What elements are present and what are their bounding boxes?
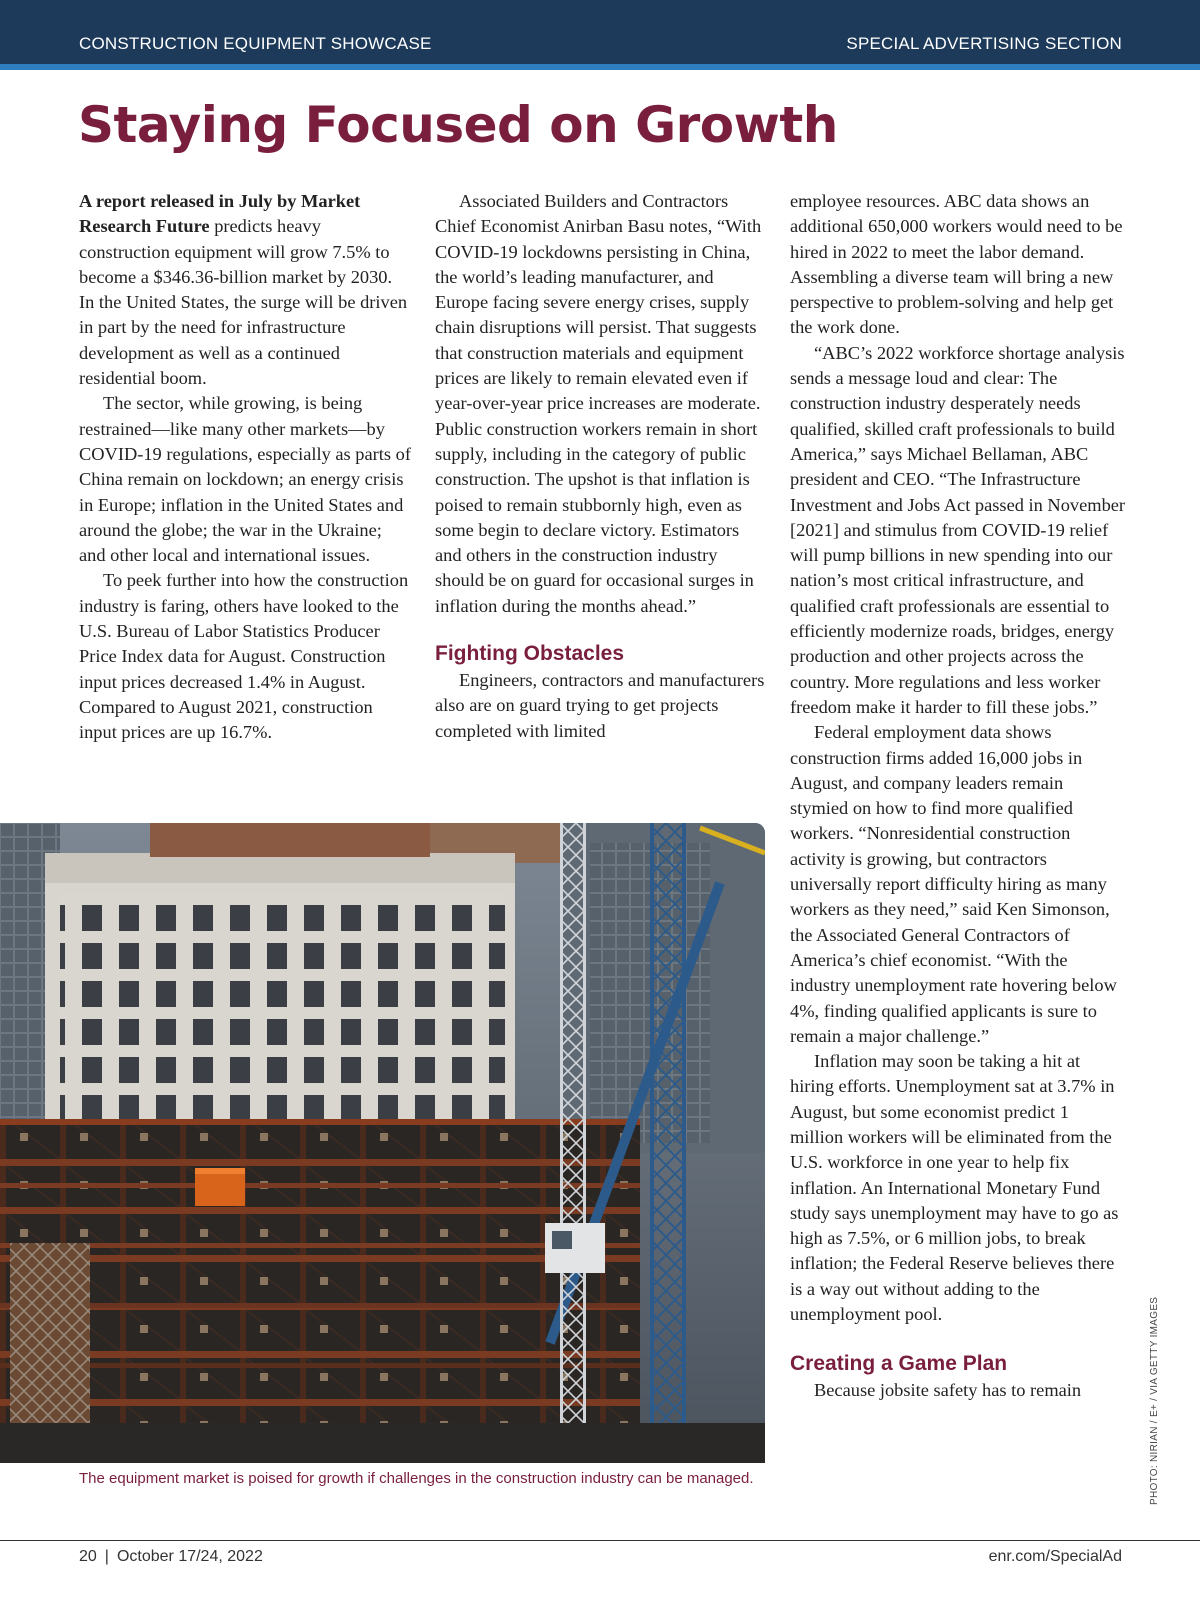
article-headline: Staying Focused on Growth xyxy=(78,96,838,154)
footer-url: enr.com/SpecialAd xyxy=(988,1548,1122,1565)
body-paragraph: “ABC’s 2022 workforce shortage analysis sends a message loud and clear: The construction industry desperately needs qualified, skilled craft professionals to build America,” says Michael Bellaman, ABC president and CEO. “The Infrastructure Investment and Jobs Act passed in November [2021] and stimulus from COVID-19 relief will pump billions in new spending into our nation’s most critical infrastructure, and qualified craft professionals are essential to efficiently modernize roads, bridges, energy production and other projects across the country. More regulations and less worker freedom make it harder to fill these jobs.” xyxy=(790,342,1126,717)
body-paragraph: Federal employment data shows construction firms added 16,000 jobs in August, and company leaders remain stymied on how to find more qualified workers. “Nonresidential construction activity is growing, but contractors universally report difficulty hiring as many workers as they need,” said Ken Simonson, the Associated General Contractors of America’s chief economist. “With the industry unemployment rate hovering below 4%, finding qualified applicants is sure to remain a major challenge.” xyxy=(790,722,1117,1046)
lead-in-rest: predicts heavy construction equipment will grow 7.5% to become a $346.36-billion market by 2030. In the United States, the surge will be driven in part by the need for infrastructure development as well as a continued residential boom. xyxy=(79,216,408,389)
article-column-3 xyxy=(790,189,1126,1404)
body-paragraph: Inflation may soon be taking a hit at hiring efforts. Unemployment sat at 3.7% in August, but some economist predict 1 million workers will be eliminated from the U.S. workforce in one year to help fix inflation. An International Monetary Fund study says unemployment may have to go as high as 7.5%, or 6 million jobs, to break inflation; the Federal Reserve believes there is a way out without adding to the unemployment pool. xyxy=(790,1051,1119,1325)
subhead-fighting-obstacles: Fighting Obstacles xyxy=(435,642,625,666)
special-ad-label: SPECIAL ADVERTISING SECTION xyxy=(846,34,1122,53)
photo-caption: The equipment market is poised for growth if challenges in the construction industry can be managed. xyxy=(79,1470,754,1487)
body-paragraph: Engineers, contractors and manufacturers also are on guard trying to get projects completed with limited xyxy=(435,670,765,741)
page-number: 20 xyxy=(79,1548,97,1565)
article-column-2 xyxy=(435,189,769,744)
footer-divider: | xyxy=(104,1548,109,1565)
header-accent-stripe xyxy=(0,64,1200,70)
body-paragraph: The sector, while growing, is being restrained—like many other markets—by COVID-19 regulations, especially as parts of China remain on lockdown; an energy crisis in Europe; inflation in the United States and around the globe; the war in the Ukraine; and other local and international issues. xyxy=(79,393,411,566)
body-paragraph: Associated Builders and Contractors Chief Economist Anirban Basu notes, “With COVID-19 lockdowns persisting in China, the world’s leading manufacturer, and Europe facing severe energy crises, supply chain disruptions will persist. That suggests that construction materials and equipment prices are likely to remain elevated even if year-over-year price increases are moderate. Public construction workers remain in short supply, including in the category of public construction. The upshot is that inflation is poised to remain stubbornly high, even as some begin to declare victory. Estimators and others in the construction industry should be on guard for occasional surges in inflation during the months ahead.” xyxy=(435,191,762,616)
photo-credit: PHOTO: NIRIAN / E+ / VIA GETTY IMAGES xyxy=(1149,1296,1160,1505)
footer-rule xyxy=(0,1540,1200,1541)
body-paragraph: To peek further into how the construction industry is faring, others have looked to the U.S. Bureau of Labor Statistics Producer Price Index data for August. Construction input prices decreased 1.4% in August. Compared to August 2021, construction input prices are up 16.7%. xyxy=(79,570,409,743)
subhead-creating-game-plan: Creating a Game Plan xyxy=(790,1352,1008,1376)
issue-date: October 17/24, 2022 xyxy=(116,1548,263,1565)
body-paragraph: Because jobsite safety has to remain xyxy=(814,1380,1082,1401)
lead-in-bold: A report released in July by Market Research Future xyxy=(79,191,361,237)
section-title: CONSTRUCTION EQUIPMENT SHOWCASE xyxy=(79,34,432,53)
body-paragraph xyxy=(79,189,411,391)
header-bar xyxy=(0,0,1200,64)
body-paragraph: employee resources. ABC data shows an additional 650,000 workers would need to be hired in 2022 to meet the labor demand. Assembling a diverse team will bring a new perspective to problem-solving and help get the work done. xyxy=(790,191,1123,338)
construction-site-photo xyxy=(0,823,765,1463)
article-column-1 xyxy=(79,189,411,746)
footer-page-info xyxy=(79,1548,263,1566)
